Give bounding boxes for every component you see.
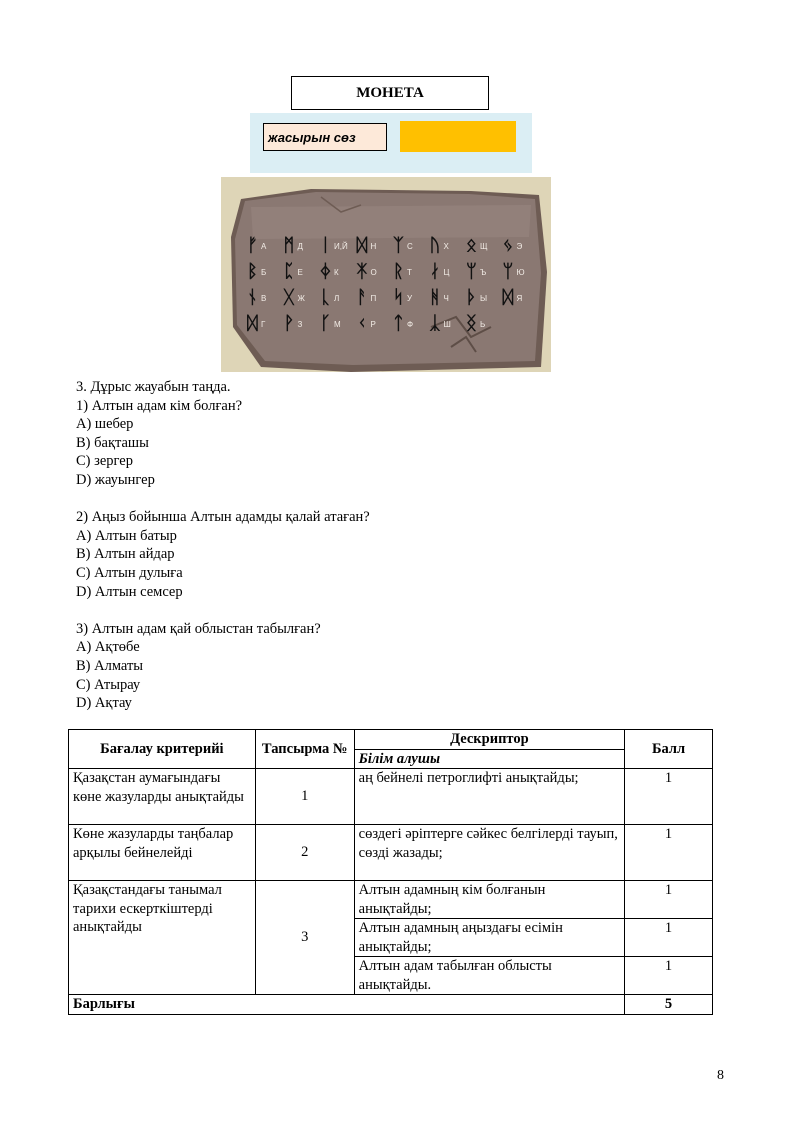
rune-glyph: ᛄ [320, 261, 331, 282]
rune-glyph: ᛗ [283, 235, 295, 256]
rubric-table [68, 729, 713, 1015]
header-task: Тапсырма № [255, 730, 354, 769]
header-descriptor: Дескриптор [354, 730, 624, 750]
rune-letter: Ы [480, 294, 488, 303]
task-cell: 3 [255, 881, 354, 995]
option-b: B) Алтын айдар [76, 546, 175, 563]
rune-letter: Р [370, 320, 376, 329]
rune-letter: Л [334, 294, 340, 303]
rune-letter: И,Й [334, 242, 348, 251]
header-score: Балл [625, 730, 713, 769]
rune-letter: Н [370, 242, 377, 251]
total-label: Барлығы [69, 995, 625, 1015]
rune-letter: Т [407, 268, 412, 277]
rune-glyph: ᚨ [356, 287, 368, 308]
rune-glyph: ᛃ [502, 235, 514, 256]
question-text: 3) Алтын адам қай облыстан табылған? [76, 620, 321, 637]
criteria-cell: Көне жазуларды таңбалар арқылы бейнелейді [69, 825, 256, 881]
option-d: D) Ақтау [76, 695, 132, 712]
table-row [69, 769, 713, 825]
rune-letter: Е [297, 268, 303, 277]
rune-stone-svg [221, 177, 551, 372]
rune-letter: Ъ [480, 268, 487, 277]
descriptor-cell: Алтын адам табылған облысты анықтайды. [354, 957, 624, 995]
rune-letter: Ч [443, 294, 449, 303]
total-score: 5 [625, 995, 713, 1015]
score-cell: 1 [625, 825, 713, 881]
rune-glyph: ᛉ [393, 235, 404, 256]
rune-letter: З [297, 320, 303, 329]
rune-letter: Э [516, 242, 523, 251]
rune-letter: С [407, 242, 413, 251]
rune-glyph: ᛒ [247, 261, 258, 282]
descriptor-cell: Алтын адамның аңыздағы есімін анықтайды; [354, 919, 624, 957]
rune-glyph: ᚴ [320, 313, 331, 334]
answer-box[interactable] [400, 121, 516, 152]
option-a: A) Ақтөбе [76, 639, 140, 656]
score-cell: 1 [625, 881, 713, 919]
score-cell: 1 [625, 769, 713, 825]
rune-stone-image [221, 177, 551, 372]
rune-glyph: ᚾ [247, 287, 258, 308]
rune-glyph: ᚻ [429, 287, 441, 308]
rune-glyph: ᚲ [356, 313, 368, 334]
rune-glyph: ᛅ [429, 261, 441, 282]
rune-glyph: ᛞ [356, 235, 368, 256]
rune-letter: Х [443, 242, 449, 251]
page-number: 8 [717, 1068, 724, 1083]
rune-letter: К [334, 268, 339, 277]
header-descriptor-sub: Білім алушы [354, 749, 624, 769]
rune-glyph: ᛣ [429, 313, 441, 334]
question-3 [76, 620, 370, 713]
task-cell: 1 [255, 769, 354, 825]
rune-letter: М [334, 320, 341, 329]
rune-glyph: ᛞ [247, 313, 258, 334]
page-title: МОНЕТА [356, 84, 424, 101]
question-text: 1) Алтын адам кім болған? [76, 397, 243, 414]
rune-letter: О [370, 268, 377, 277]
rune-glyph: ᛘ [502, 261, 514, 282]
rune-glyph: ᛡ [356, 261, 368, 282]
option-b: B) бақташы [76, 434, 149, 451]
option-c: C) Алтын дулыға [76, 564, 183, 581]
rune-glyph: ᚳ [320, 287, 331, 308]
option-d: D) Алтын семсер [76, 583, 183, 600]
option-c: C) зергер [76, 453, 133, 470]
table-row [69, 825, 713, 881]
rune-letter: В [261, 294, 267, 303]
rune-glyph: ᚠ [247, 235, 258, 256]
rune-glyph: ᛟ [466, 235, 477, 256]
rune-letter: Б [261, 268, 267, 277]
rune-glyph: ᛞ [502, 287, 514, 308]
rune-glyph: ᛘ [466, 261, 477, 282]
rune-letter: Ь [480, 320, 486, 329]
rune-glyph: ᛏ [393, 313, 404, 334]
descriptor-cell: сөздегі әріптерге сәйкес белгілерді тауып, сөзді жазады; [354, 825, 624, 881]
rune-letter: Ф [407, 320, 414, 329]
rune-letter: Ш [443, 320, 451, 329]
rune-letter: У [407, 294, 413, 303]
descriptor-cell: Алтын адамның кім болғанын анықтайды; [354, 881, 624, 919]
rune-letter: Я [516, 294, 523, 303]
rune-glyph: ᛝ [466, 313, 477, 334]
rune-glyph: ᚦ [466, 287, 477, 308]
hidden-word-label: жасырын сөз [263, 123, 387, 151]
table-row [69, 881, 713, 919]
rune-glyph: ᛋ [393, 287, 404, 308]
score-cell: 1 [625, 957, 713, 995]
rune-letter: П [370, 294, 377, 303]
rune-glyph: ᚹ [283, 313, 295, 334]
rune-letter: Ц [443, 268, 450, 277]
total-row [69, 995, 713, 1015]
questions-section [76, 378, 370, 713]
option-c: C) Атырау [76, 676, 141, 693]
rune-glyph: ᛁ [320, 235, 331, 256]
answer-panel [250, 113, 532, 173]
rune-glyph: ᚢ [429, 235, 441, 256]
rune-letter: Д [297, 242, 303, 251]
header-criteria: Бағалау критерийі [69, 730, 256, 769]
option-a: A) шебер [76, 416, 134, 433]
option-a: A) Алтын батыр [76, 527, 177, 544]
criteria-cell: Қазақстандағы танымал тарихи ескерткіштерді анықтайды [69, 881, 256, 995]
rune-letter: Ж [297, 294, 305, 303]
questions-heading: 3. Дұрыс жауабын таңда. [76, 379, 231, 395]
question-1 [76, 397, 370, 490]
task-cell: 2 [255, 825, 354, 881]
rune-glyph: ᚱ [393, 261, 404, 282]
question-text: 2) Аңыз бойынша Алтын адамды қалай атаған? [76, 509, 370, 526]
question-2 [76, 508, 370, 601]
option-d: D) жауынгер [76, 471, 155, 488]
rune-letter: Г [261, 320, 266, 329]
criteria-cell: Қазақстан аумағындағы көне жазуларды анықтайды [69, 769, 256, 825]
rune-glyph: ᚷ [283, 287, 295, 308]
rune-letter: Ю [516, 268, 525, 277]
title-box [291, 76, 489, 110]
rune-glyph: ᛈ [283, 261, 295, 282]
rune-letter: Щ [480, 242, 488, 251]
rune-letter: А [261, 242, 267, 251]
descriptor-cell: аң бейнелі петроглифті анықтайды; [354, 769, 624, 825]
score-cell: 1 [625, 919, 713, 957]
option-b: B) Алматы [76, 657, 144, 674]
table-header-row [69, 730, 713, 750]
